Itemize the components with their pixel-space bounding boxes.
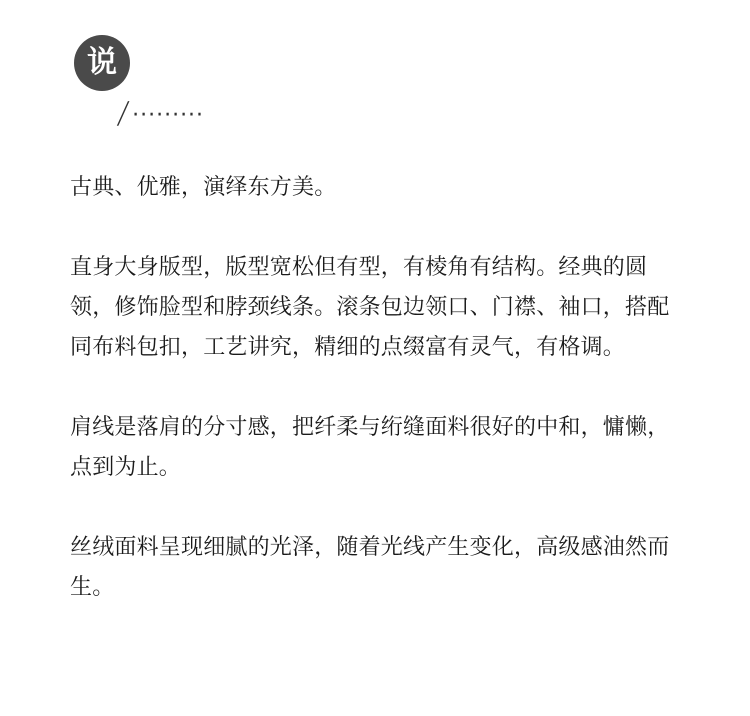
divider-dots: ·········: [132, 103, 205, 128]
section-badge: 说: [74, 35, 130, 91]
divider-slash: /: [115, 96, 131, 131]
paragraph-fabric: 丝绒面料呈现细腻的光泽，随着光线产生变化，高级感油然而生。: [70, 535, 670, 600]
paragraph-intro: 古典、优雅，演绎东方美。: [70, 175, 337, 200]
section-divider: [115, 96, 205, 132]
article-body: [70, 168, 680, 648]
paragraph-shoulder: 肩线是落肩的分寸感，把纤柔与绗缝面料很好的中和，慵懒，点到为止。: [70, 415, 670, 480]
paragraph-design: 直身大身版型，版型宽松但有型，有棱角有结构。经典的圆领，修饰脸型和脖颈线条。滚条包边领口、门襟、袖口，搭配同布料包扣，工艺讲究，精细的点缀富有灵气，有格调。: [70, 255, 670, 360]
